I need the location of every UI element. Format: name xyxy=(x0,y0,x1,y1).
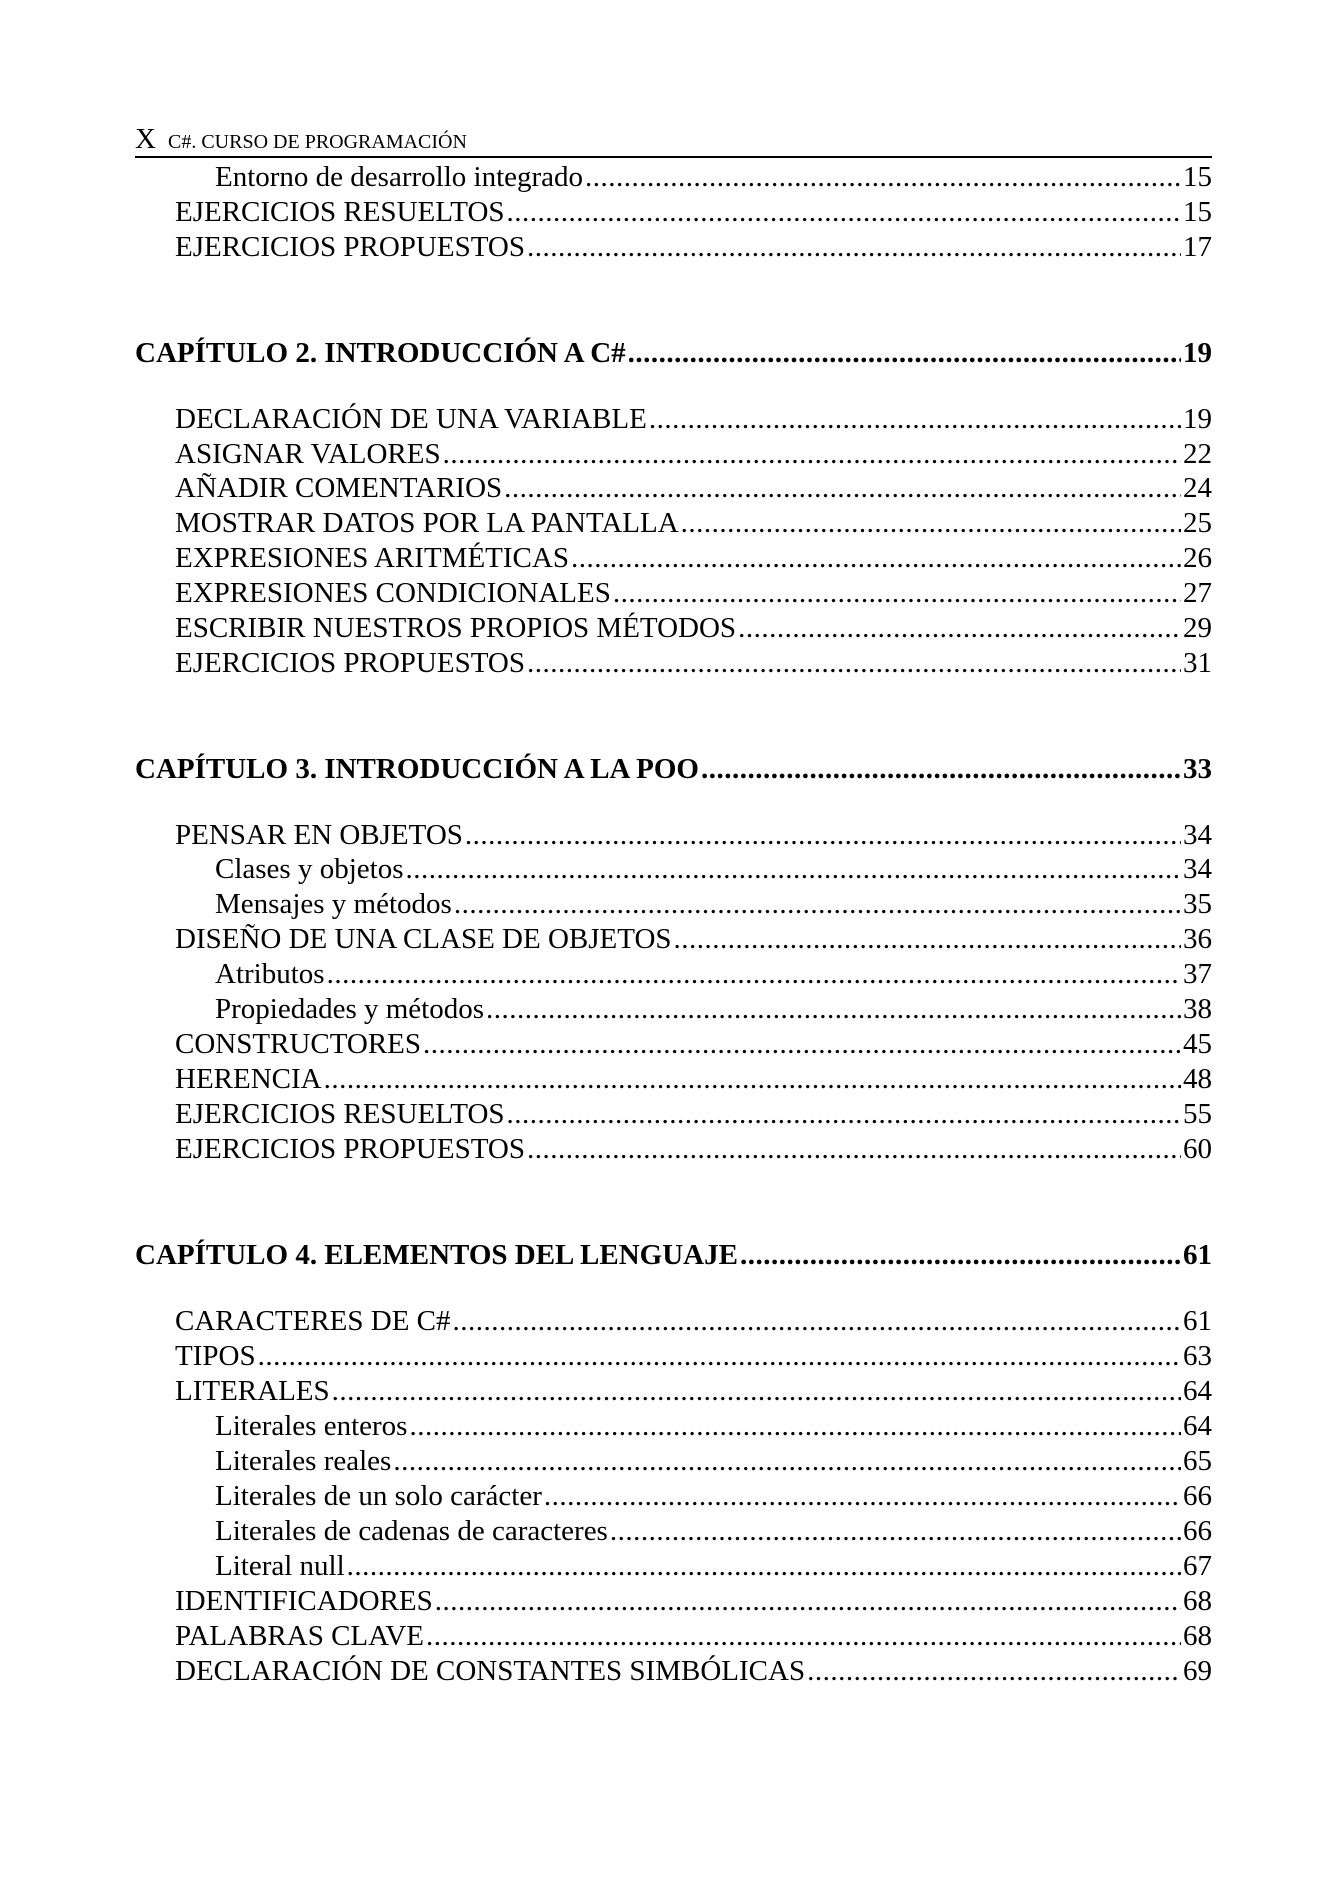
toc-section-entry xyxy=(175,1619,1212,1653)
toc-entry-page: 69 xyxy=(1183,1655,1212,1687)
toc-entry-title: PENSAR EN OBJETOS xyxy=(175,819,463,851)
toc-dot-leader xyxy=(610,1514,1181,1548)
toc-section-entry xyxy=(175,1304,1212,1338)
toc-entry-page: 22 xyxy=(1183,438,1212,470)
toc-entry-page: 55 xyxy=(1183,1098,1212,1130)
toc-entry-title: Mensajes y métodos xyxy=(215,888,452,920)
toc-entry-page: 15 xyxy=(1183,196,1212,228)
toc-dot-leader xyxy=(527,1132,1181,1166)
toc-dot-leader xyxy=(332,1374,1181,1408)
toc-entry-page: 35 xyxy=(1183,888,1212,920)
toc-entry-page: 15 xyxy=(1183,161,1212,193)
toc-entry-page: 68 xyxy=(1183,1620,1212,1652)
toc-entry-title: Propiedades y métodos xyxy=(215,993,485,1025)
toc-dot-leader xyxy=(423,1027,1181,1061)
toc-subsection-entry xyxy=(215,992,1212,1026)
toc-dot-leader xyxy=(649,402,1181,436)
toc-section-entry xyxy=(175,1374,1212,1408)
toc-dot-leader xyxy=(681,506,1181,540)
toc-dot-leader xyxy=(443,437,1181,471)
toc-entry-title: MOSTRAR DATOS POR LA PANTALLA xyxy=(175,507,679,539)
toc-entry-page: 34 xyxy=(1183,853,1212,885)
toc-subsection-entry xyxy=(215,887,1212,921)
toc-dot-leader xyxy=(324,1062,1181,1096)
toc-entry-title: Entorno de desarrollo integrado xyxy=(215,161,584,193)
toc-entry-title: TIPOS xyxy=(175,1340,256,1372)
running-header xyxy=(135,124,1212,158)
toc-entry-title: DECLARACIÓN DE UNA VARIABLE xyxy=(175,403,647,435)
toc-section-entry xyxy=(175,195,1212,229)
toc-entry-page: 65 xyxy=(1183,1445,1212,1477)
toc-entry-title: DISEÑO DE UNA CLASE DE OBJETOS xyxy=(175,923,672,955)
toc-entry-page: 61 xyxy=(1183,1239,1212,1271)
toc-dot-leader xyxy=(454,887,1181,921)
toc-dot-leader xyxy=(465,818,1181,852)
toc-entry-page: 63 xyxy=(1183,1340,1212,1372)
toc-entry-page: 61 xyxy=(1183,1305,1212,1337)
toc-entry-title: Literales enteros xyxy=(215,1410,408,1442)
toc-entry-title: CAPÍTULO 3. INTRODUCCIÓN A LA POO xyxy=(135,753,699,785)
toc-entry-title: ASIGNAR VALORES xyxy=(175,438,441,470)
toc-entry-page: 45 xyxy=(1183,1028,1212,1060)
toc-entry-title: EXPRESIONES ARITMÉTICAS xyxy=(175,542,569,574)
toc-dot-leader xyxy=(807,1654,1181,1688)
toc-dot-leader xyxy=(393,1444,1181,1478)
toc-chapter-entry xyxy=(135,1238,1212,1272)
toc-entry-page: 64 xyxy=(1183,1410,1212,1442)
toc-dot-leader xyxy=(527,646,1181,680)
toc-section-entry xyxy=(175,506,1212,540)
toc-dot-leader xyxy=(258,1339,1181,1373)
toc-entry-page: 19 xyxy=(1183,337,1212,369)
toc-dot-leader xyxy=(571,541,1181,575)
toc-entry-title: EJERCICIOS RESUELTOS xyxy=(175,1098,505,1130)
toc-section-entry xyxy=(175,1027,1212,1061)
toc-entry-title: IDENTIFICADORES xyxy=(175,1585,433,1617)
toc-entry-page: 48 xyxy=(1183,1063,1212,1095)
toc-section-entry xyxy=(175,437,1212,471)
toc-section-entry xyxy=(175,230,1212,264)
toc-entry-page: 25 xyxy=(1183,507,1212,539)
toc-chapter-entry xyxy=(135,752,1212,786)
toc-entry-title: CAPÍTULO 2. INTRODUCCIÓN A C# xyxy=(135,337,626,369)
toc-dot-leader xyxy=(738,611,1181,645)
toc-entry-title: Literales de un solo carácter xyxy=(215,1480,542,1512)
toc-dot-leader xyxy=(327,957,1181,991)
toc-entry-page: 36 xyxy=(1183,923,1212,955)
toc-entry-page: 38 xyxy=(1183,993,1212,1025)
toc-entry-page: 60 xyxy=(1183,1133,1212,1165)
toc-entry-title: Literal null xyxy=(215,1550,345,1582)
toc-entry-title: DECLARACIÓN DE CONSTANTES SIMBÓLICAS xyxy=(175,1655,806,1687)
toc-chapter-entry xyxy=(135,336,1212,370)
page-number: X xyxy=(135,123,156,155)
toc-subsection-entry xyxy=(215,1409,1212,1443)
toc-entry-title: HERENCIA xyxy=(175,1063,322,1095)
toc-dot-leader xyxy=(347,1549,1181,1583)
toc-entry-page: 33 xyxy=(1183,753,1212,785)
toc-dot-leader xyxy=(409,1409,1181,1443)
toc-dot-leader xyxy=(486,992,1181,1026)
toc-entry-title: Literales de cadenas de caracteres xyxy=(215,1515,608,1547)
toc-subsection-entry xyxy=(215,1514,1212,1548)
toc-dot-leader xyxy=(406,852,1182,886)
toc-entry-title: CAPÍTULO 4. ELEMENTOS DEL LENGUAJE xyxy=(135,1239,738,1271)
toc-entry-title: Atributos xyxy=(215,958,325,990)
toc-entry-title: LITERALES xyxy=(175,1375,330,1407)
toc-section-entry xyxy=(175,1097,1212,1131)
toc-section-entry xyxy=(175,611,1212,645)
toc-section-entry xyxy=(175,818,1212,852)
toc-dot-leader xyxy=(701,752,1181,786)
toc-entry-page: 19 xyxy=(1183,403,1212,435)
toc-entry-title: AÑADIR COMENTARIOS xyxy=(175,472,503,504)
toc-section-entry xyxy=(175,1062,1212,1096)
toc-entry-title: EJERCICIOS RESUELTOS xyxy=(175,196,505,228)
toc-section-entry xyxy=(175,541,1212,575)
toc-subsection-entry xyxy=(215,1479,1212,1513)
toc-section-entry xyxy=(175,1132,1212,1166)
toc-entry-title: CONSTRUCTORES xyxy=(175,1028,422,1060)
toc-dot-leader xyxy=(674,922,1181,956)
toc-entry-title: PALABRAS CLAVE xyxy=(175,1620,424,1652)
toc-entry-title: Literales reales xyxy=(215,1445,392,1477)
toc-dot-leader xyxy=(527,230,1181,264)
toc-subsection-entry xyxy=(215,160,1212,194)
toc-dot-leader xyxy=(740,1238,1181,1272)
toc-section-entry xyxy=(175,402,1212,436)
toc-entry-title: EJERCICIOS PROPUESTOS xyxy=(175,1133,525,1165)
toc-entry-page: 68 xyxy=(1183,1585,1212,1617)
toc-entry-page: 66 xyxy=(1183,1480,1212,1512)
toc-entry-page: 67 xyxy=(1183,1550,1212,1582)
toc-entry-page: 37 xyxy=(1183,958,1212,990)
toc-section-entry xyxy=(175,1654,1212,1688)
toc-dot-leader xyxy=(426,1619,1181,1653)
toc-entry-title: EJERCICIOS PROPUESTOS xyxy=(175,647,525,679)
toc-entry-page: 26 xyxy=(1183,542,1212,574)
toc-dot-leader xyxy=(453,1304,1181,1338)
toc-dot-leader xyxy=(435,1584,1181,1618)
toc-entry-page: 27 xyxy=(1183,577,1212,609)
toc-dot-leader xyxy=(628,336,1181,370)
toc-section-entry xyxy=(175,646,1212,680)
toc-dot-leader xyxy=(585,160,1181,194)
toc-entry-title: ESCRIBIR NUESTROS PROPIOS MÉTODOS xyxy=(175,612,737,644)
toc-entry-page: 24 xyxy=(1183,472,1212,504)
toc-section-entry xyxy=(175,576,1212,610)
running-title: C#. CURSO DE PROGRAMACIÓN xyxy=(168,131,467,153)
toc-dot-leader xyxy=(613,576,1181,610)
toc-entry-title: EJERCICIOS PROPUESTOS xyxy=(175,231,525,263)
toc-subsection-entry xyxy=(215,1444,1212,1478)
toc-section-entry xyxy=(175,471,1212,505)
toc-dot-leader xyxy=(507,1097,1181,1131)
toc-entry-page: 34 xyxy=(1183,819,1212,851)
toc-entry-title: CARACTERES DE C# xyxy=(175,1305,451,1337)
toc-dot-leader xyxy=(504,471,1181,505)
toc-entry-page: 31 xyxy=(1183,647,1212,679)
toc-entry-page: 64 xyxy=(1183,1375,1212,1407)
toc-dot-leader xyxy=(507,195,1181,229)
toc-entry-title: Clases y objetos xyxy=(215,853,404,885)
toc-section-entry xyxy=(175,922,1212,956)
toc-subsection-entry xyxy=(215,852,1212,886)
toc-section-entry xyxy=(175,1339,1212,1373)
toc-entry-page: 66 xyxy=(1183,1515,1212,1547)
toc-dot-leader xyxy=(544,1479,1181,1513)
toc-subsection-entry xyxy=(215,1549,1212,1583)
toc-entry-page: 17 xyxy=(1183,231,1212,263)
toc-section-entry xyxy=(175,1584,1212,1618)
toc-subsection-entry xyxy=(215,957,1212,991)
toc-entry-page: 29 xyxy=(1183,612,1212,644)
toc-entry-title: EXPRESIONES CONDICIONALES xyxy=(175,577,611,609)
